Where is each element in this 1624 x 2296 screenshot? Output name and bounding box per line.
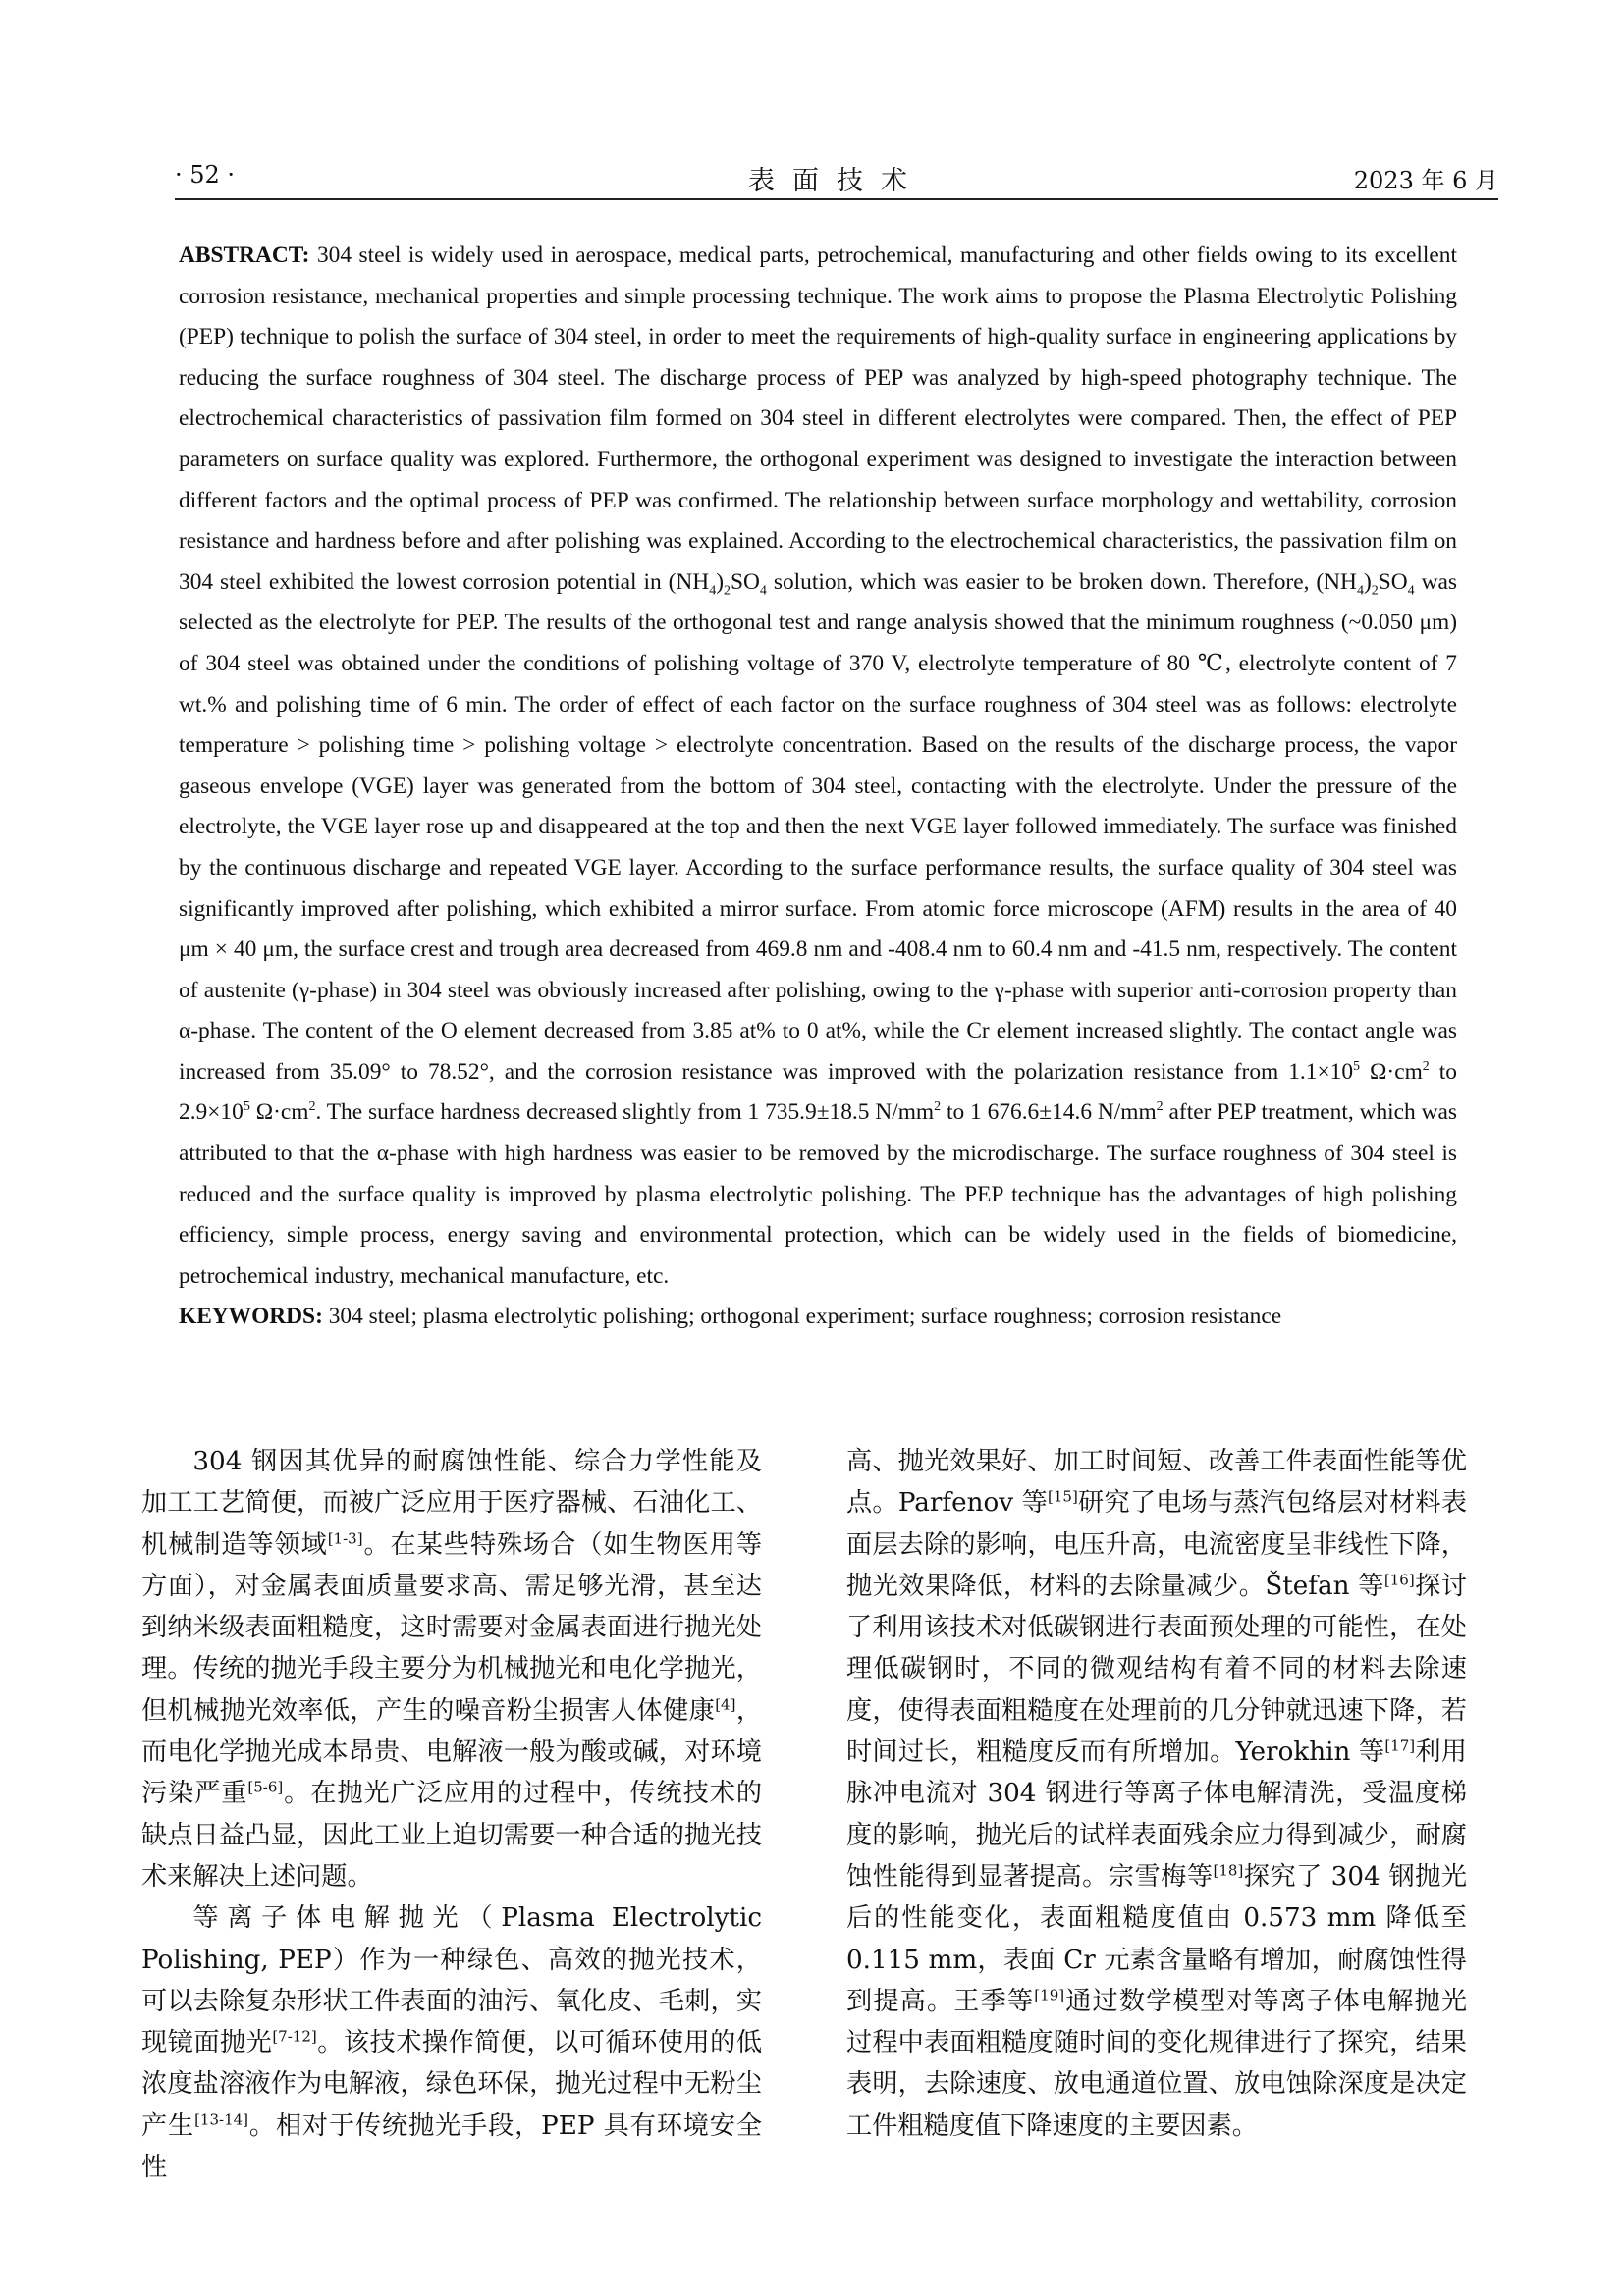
- citation: [17]: [1384, 1736, 1416, 1755]
- abstract-label: ABSTRACT:: [179, 242, 310, 268]
- citation: [7-12]: [272, 2027, 317, 2046]
- citation: [16]: [1383, 1571, 1415, 1589]
- citation: [13-14]: [194, 2110, 249, 2129]
- citation: [18]: [1213, 1861, 1244, 1880]
- journal-title: 表面技术: [748, 166, 925, 196]
- english-abstract: [179, 236, 1457, 1338]
- body-column-left: [141, 1441, 762, 2188]
- body-paragraph: 高、抛光效果好、加工时间短、改善工件表面性能等优点。Parfenov 等[15]研究了电场与蒸汽包络层对材料表面层去除的影响，电压升高，电流密度呈非线性下降，抛光效果降低，材料的去除量减少。Štefan 等[16]探讨了利用该技术对低碳钢进行表面预处理的可能性，在处理低碳钢时，不同的微观结构有着不同的材料去除速度，使得表面粗糙度在处理前的几分钟就迅速下降，若时间过长，粗糙度反而有所增加。Yerokhin 等[17]利用脉冲电流对 304 钢进行等离子体电解清洗，受温度梯度的影响，抛光后的试样表面残余应力得到减少，耐腐蚀性能得到显著提高。宗雪梅等[18]探究了 304 钢抛光后的性能变化，表面粗糙度值由 0.573 mm 降低至 0.115 mm，表面 Cr 元素含量略有增加，耐腐蚀性得到提高。王季等[19]通过数学模型对等离子体电解抛光过程中表面粗糙度随时间的变化规律进行了探究，结果表明，去除速度、放电通道位置、放电蚀除深度是决定工件粗糙度值下降速度的主要因素。: [846, 1447, 1468, 2141]
- citation: [5-6]: [247, 1778, 284, 1796]
- body-paragraph: 304 钢因其优异的耐腐蚀性能、综合力学性能及加工工艺简便，而被广泛应用于医疗器械、石油化工、机械制造等领域[1-3]。在某些特殊场合（如生物医用等方面），对金属表面质量要求高、需足够光滑，甚至达到纳米级表面粗糙度，这时需要对金属表面进行抛光处理。传统的抛光手段主要分为机械抛光和电化学抛光，但机械抛光效率低，产生的噪音粉尘损害人体健康[4]，而电化学抛光成本昂贵、电解液一般为酸或碱，对环境污染严重[5-6]。在抛光广泛应用的过程中，传统技术的缺点日益凸显，因此工业上迫切需要一种合适的抛光技术来解决上述问题。: [141, 1447, 763, 1892]
- header-rule: [175, 198, 1498, 200]
- page-number: · 52 ·: [175, 161, 236, 188]
- abstract-paragraph: ABSTRACT: 304 steel is widely used in aerospace, medical parts, petrochemical, manufacturing and other fields owing to its excellent corrosion resistance, mechanical properties and simple processing technique. The work aims to propose the Plasma Electrolytic Polishing (PEP) technique to polish the surface of 304 steel, in order to meet the requirements of high-quality surface in engineering applications by reducing the surface roughness of 304 steel. The discharge process of PEP was analyzed by high-speed photography technique. The electrochemical characteristics of passivation film formed on 304 steel in different electrolytes were compared. Then, the effect of PEP parameters on surface quality was explored. Furthermore, the orthogonal experiment was designed to investigate the interaction between different factors and the optimal process of PEP was confirmed. The relationship between surface morphology and wettability, corrosion resistance and hardness before and after polishing was explained. According to the electrochemical characteristics, the passivation film on 304 steel exhibited the lowest corrosion potential in $(NH_4)_2SO_4$ solution, which was easier to be broken down. Therefore, $(NH_4)_2SO_4$ was selected as the electrolyte for PEP. The results of the orthogonal test and range analysis showed that the minimum roughness (~0.050 μm) of 304 steel was obtained under the conditions of polishing voltage of 370 V, electrolyte temperature of 80 ℃, electrolyte content of 7 wt.% and polishing time of 6 min. The order of effect of each factor on the surface roughness of 304 steel was as follows: electrolyte temperature > polishing time > polishing voltage > electrolyte concentration. Based on the results of the discharge process, the vapor gaseous envelope (VGE) layer was generated from the bottom of 304 steel, contacting with the electrolyte. Under the pressure of the electrolyte, the VGE layer rose up and disappeared at the top and then the next VGE layer followed immediately. The surface was finished by the continuous discharge and repeated VGE layer. According to the surface performance results, the surface quality of 304 steel was significantly improved after polishing, which exhibited a mirror surface. From atomic force microscope (AFM) results in the area of 40 μm × 40 μm, the surface crest and trough area decreased from 469.8 nm and -408.4 nm to 60.4 nm and -41.5 nm, respectively. The content of austenite (γ-phase) in 304 steel was obviously increased after polishing, owing to the γ-phase with superior anti-corrosion property than α-phase. The content of the O element decreased from 3.85 at% to 0 at%, while the Cr element increased slightly. The contact angle was increased from 35.09° to 78.52°, and the corrosion resistance was improved with the polarization resistance from $1.1\times 10^5$ $\Omega\cdot cm^2$ to $2.9\times 10^5$ $\Omega\cdot cm^2$. The surface hardness decreased slightly from 1 735.9±18.5 $N/mm^2$ to 1 676.6±14.6 $N/mm^2$ after PEP treatment, which was attributed to that the α-phase with high hardness was easier to be removed by the microdischarge. The surface roughness of 304 steel is reduced and the surface quality is improved by plasma electrolytic polishing. The PEP technique has the advantages of high polishing efficiency, simple process, energy saving and environmental protection, which can be widely used in the fields of biomedicine, petrochemical industry, mechanical manufacture, etc.: [179, 242, 1457, 1289]
- keywords-paragraph: [179, 1297, 1457, 1338]
- citation: [4]: [715, 1695, 736, 1714]
- citation: [1-3]: [327, 1528, 363, 1547]
- body-column-right: [846, 1441, 1467, 2147]
- body-paragraph: 等离子体电解抛光（Plasma Electrolytic Polishing, PEP）作为一种绿色、高效的抛光技术，可以去除复杂形状工件表面的油污、氧化皮、毛刺，实现镜面抛光[7-12]。该技术操作简便，以可循环使用的低浓度盐溶液作为电解液，绿色环保，抛光过程中无粉尘产生[13-14]。相对于传统抛光手段，PEP 具有环境安全性: [141, 1903, 763, 2183]
- citation: [15]: [1048, 1487, 1078, 1506]
- running-header: [175, 155, 1498, 194]
- citation: [19]: [1034, 1986, 1065, 2004]
- keywords-text: 304 steel; plasma electrolytic polishing; orthogonal experiment; surface roughness; corrosion resistance: [322, 1304, 1282, 1330]
- issue-date: 2023 年 6 月: [1353, 167, 1498, 194]
- keywords-label: KEYWORDS:: [179, 1304, 323, 1330]
